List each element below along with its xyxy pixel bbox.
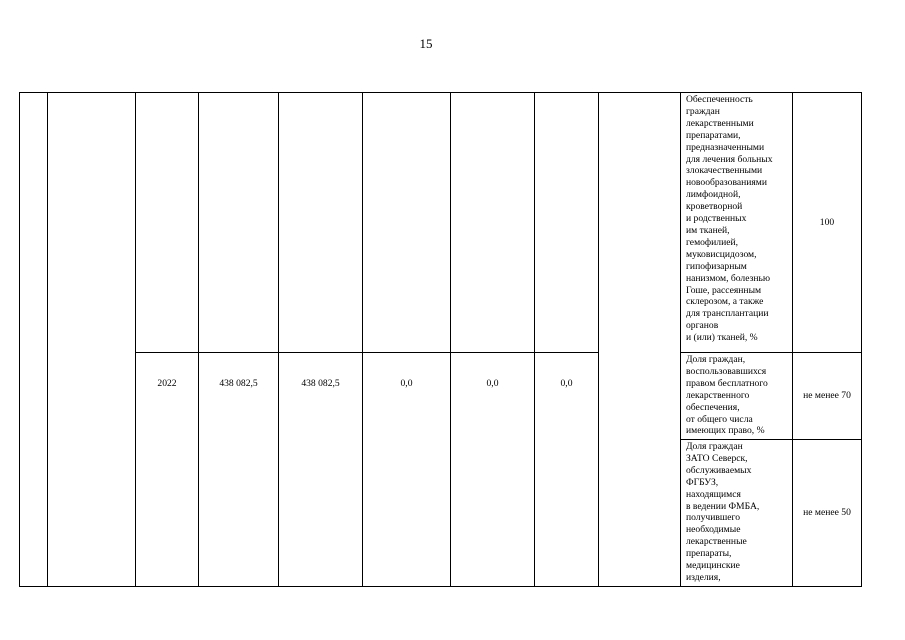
- indicator-name: Обеспеченность граждан лекарственными препаратами, предназначенными для лечения больных злокачественными новообразованиями лимфоидной, кроветворной и родственных им тканей, гемофилией, муковисцидозом, гипофизарным нанизмом, болезнью Гоше, рассеянным склерозом, а также для трансплантации органов и (или) тканей, %: [681, 93, 793, 353]
- total-cell: 438 082,5: [199, 353, 279, 587]
- page-number: 15: [419, 36, 433, 51]
- table-cell-empty: [48, 93, 136, 587]
- table-cell-empty: [535, 93, 599, 353]
- table-cell-empty: [136, 93, 199, 353]
- indicator-name: Доля граждан ЗАТО Северск, обслуживаемых ФГБУЗ, находящимся в ведении ФМБА, получившего необходимые лекарственные препараты, медицинские изделия,: [681, 440, 793, 587]
- table-cell-empty: [279, 93, 363, 353]
- indicator-value: не менее 70: [793, 353, 862, 440]
- table-cell-empty: [199, 93, 279, 353]
- table-cell-empty: [599, 93, 681, 587]
- table-cell-empty: [451, 93, 535, 353]
- federal-cell: 438 082,5: [279, 353, 363, 587]
- table-cell-empty: [363, 93, 451, 353]
- table-cell-empty: [20, 93, 48, 587]
- year-cell: 2022: [136, 353, 199, 587]
- program-table: [19, 92, 862, 587]
- indicator-value: не менее 50: [793, 440, 862, 587]
- local-cell: 0,0: [451, 353, 535, 587]
- other-cell: 0,0: [535, 353, 599, 587]
- indicator-value: 100: [793, 93, 862, 353]
- table-row: [20, 353, 862, 440]
- table-row: [20, 93, 862, 353]
- indicator-name: Доля граждан, воспользовавшихся правом бесплатного лекарственного обеспечения, от общего числа имеющих право, %: [681, 353, 793, 440]
- regional-cell: 0,0: [363, 353, 451, 587]
